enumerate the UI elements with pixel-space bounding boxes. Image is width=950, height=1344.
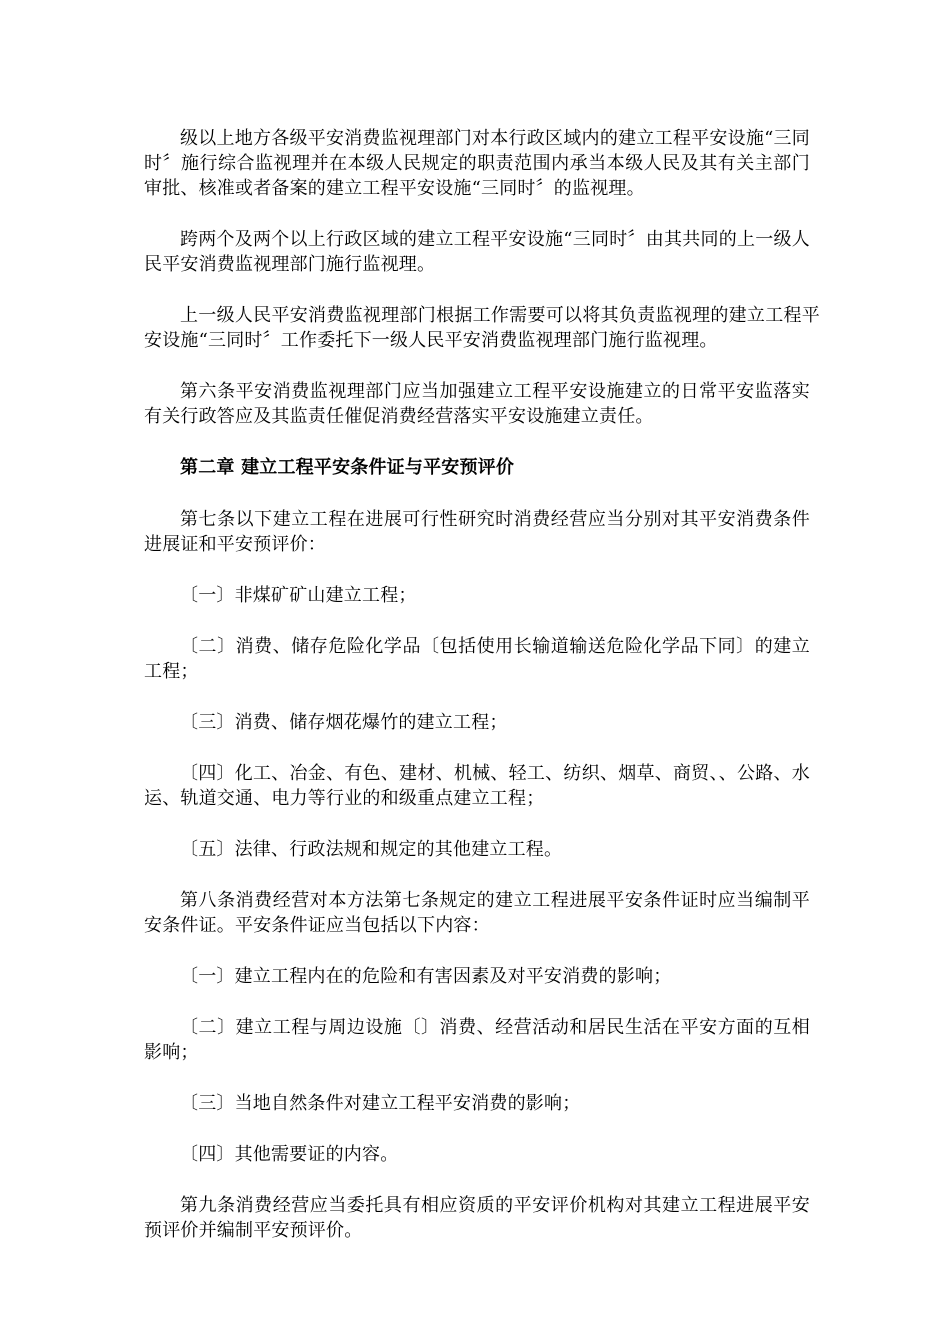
list-item-8-2: 〔二〕建立工程与周边设施〔〕消费、经营活动和居民生活在平安方面的互相影响；: [144, 1017, 810, 1063]
chapter-heading: 第二章 建立工程平安条件证与平安预评价: [180, 457, 515, 478]
paragraph-delegation: 上一级人民平安消费监视理部门根据工作需要可以将其负责监视理的建立工程平安设施“三同时〞工作委托下一级人民平安消费监视理部门施行监视理。: [144, 305, 820, 351]
document-body: [144, 126, 820, 1269]
paragraph-supervision-scope: 级以上地方各级平安消费监视理部门对本行政区域内的建立工程平安设施“三同时〞施行综合监视理并在本级人民规定的职责范围内承当本级人民及其有关主部门审批、核准或者备案的建立工程平安设施“三同时〞的监视理。: [144, 128, 810, 199]
paragraph-article-7: 第七条以下建立工程在进展可行性研究时消费经营应当分别对其平安消费条件进展证和平安预评价：: [144, 509, 810, 555]
list-item-8-3: 〔三〕当地自然条件对建立工程平安消费的影响；: [180, 1093, 581, 1114]
list-item-7-3: 〔三〕消费、储存烟花爆竹的建立工程；: [180, 712, 508, 733]
paragraph-cross-region: 跨两个及两个以上行政区域的建立工程平安设施“三同时〞由其共同的上一级人民平安消费监视理部门施行监视理。: [144, 229, 810, 275]
paragraph-article-6: 第六条平安消费监视理部门应当加强建立工程平安设施建立的日常平安监落实有关行政答应及其监责任催促消费经营落实平安设施建立责任。: [144, 381, 810, 427]
paragraph-article-9: 第九条消费经营应当委托具有相应资质的平安评价机构对其建立工程进展平安预评价并编制平安预评价。: [144, 1195, 810, 1241]
list-item-7-1: 〔一〕非煤矿矿山建立工程；: [180, 585, 417, 606]
list-item-7-2: 〔二〕消费、储存危险化学品〔包括使用长输道输送危险化学品下同〕的建立工程；: [144, 636, 810, 682]
list-item-8-1: 〔一〕建立工程内在的危险和有害因素及对平安消费的影响；: [180, 966, 672, 987]
list-item-7-4: 〔四〕化工、冶金、有色、建材、机械、轻工、纺织、烟草、商贸、、公路、水运、轨道交通、电力等行业的和级重点建立工程；: [144, 763, 810, 809]
paragraph-article-8: 第八条消费经营对本方法第七条规定的建立工程进展平安条件证时应当编制平安条件证。平安条件证应当包括以下内容：: [144, 890, 810, 936]
list-item-8-4: 〔四〕其他需要证的内容。: [180, 1144, 399, 1165]
list-item-7-5: 〔五〕法律、行政法规和规定的其他建立工程。: [180, 839, 563, 860]
